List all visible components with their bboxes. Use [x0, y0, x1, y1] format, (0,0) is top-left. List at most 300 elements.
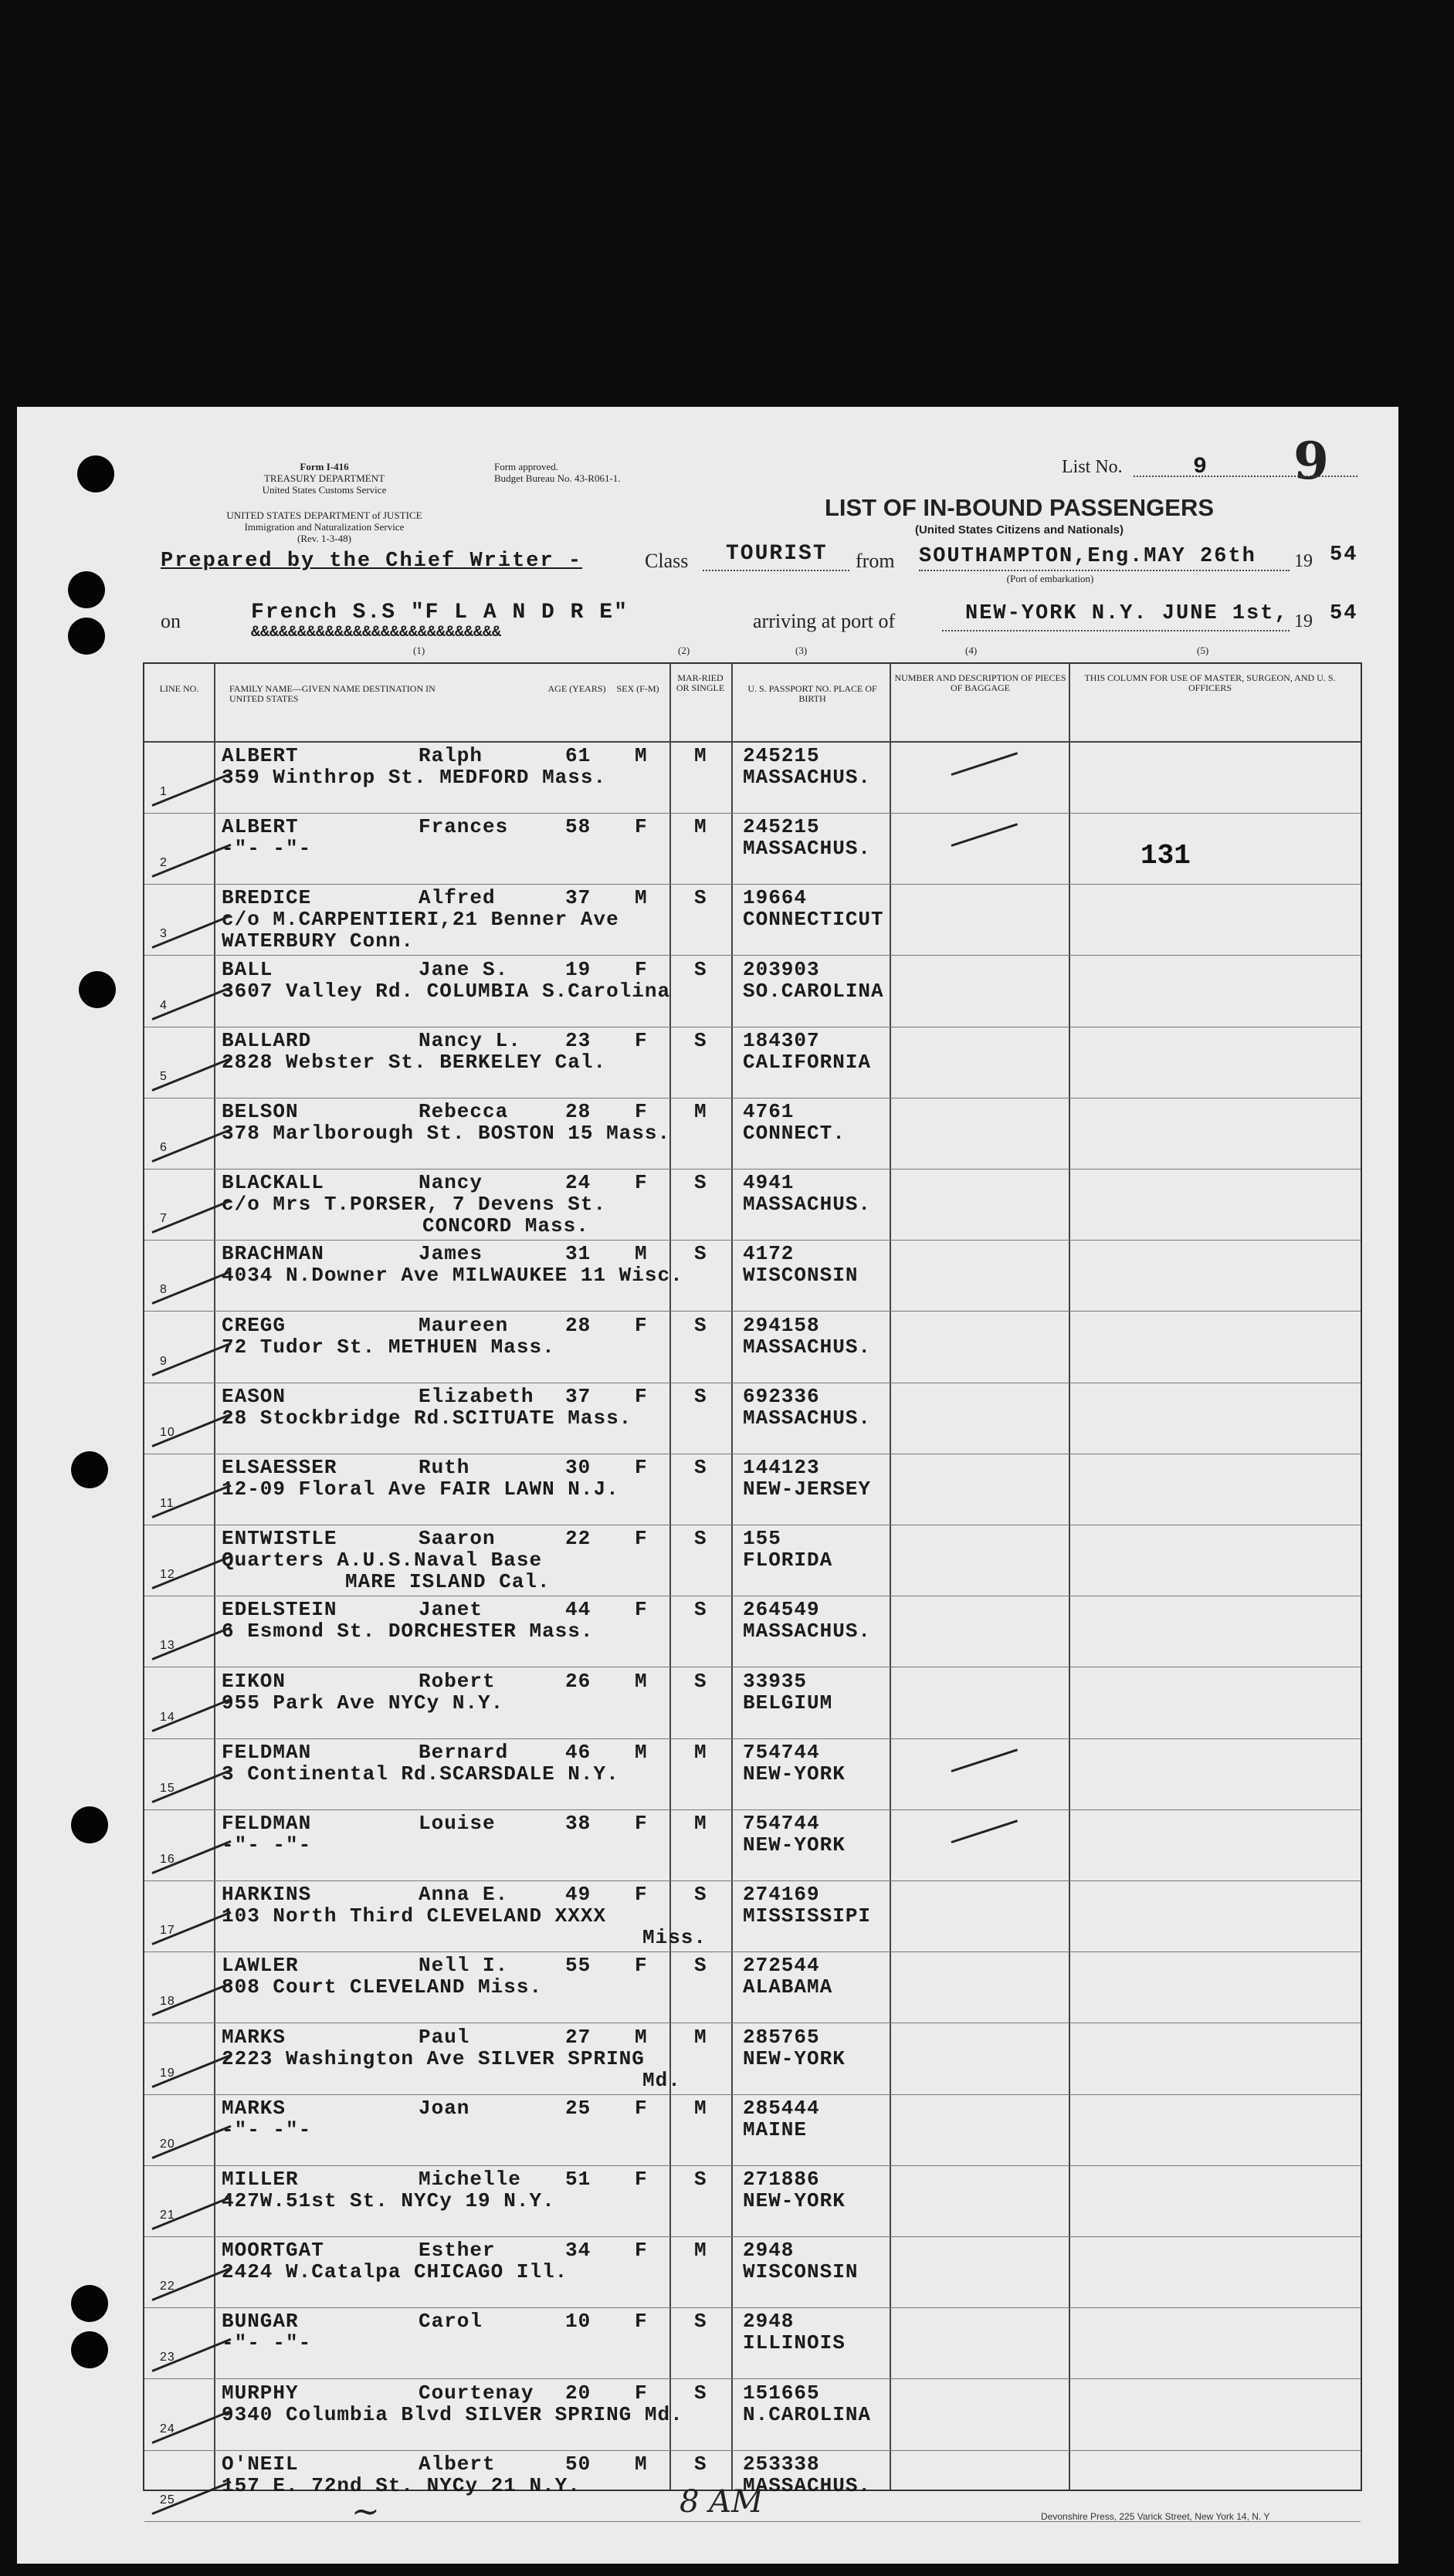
- col-header-married: MAR-RIED OR SINGLE: [676, 672, 725, 693]
- time-note: 8 AM: [680, 2484, 764, 2520]
- approval-block: [494, 461, 680, 484]
- address-line: 157 E. 72nd St. NYCy 21 N.Y.: [222, 2473, 581, 2497]
- given-name: Anna E.: [419, 1883, 509, 1907]
- col-header-line-no: LINE NO.: [159, 683, 199, 694]
- marital-status: S: [694, 2168, 707, 2191]
- family-name: HARKINS: [222, 1883, 312, 1907]
- table-row: [144, 743, 1361, 814]
- address-line: c/o M.CARPENTIERI,21 Benner Ave: [222, 908, 619, 932]
- printer-footer: Devonshire Press, 225 Varick Street, New York 14, N. Y: [1041, 2511, 1270, 2522]
- place-of-birth: FLORIDA: [743, 1549, 833, 1572]
- year-1: 54: [1330, 543, 1358, 567]
- list-no-handwritten: 9: [1293, 431, 1329, 491]
- given-name: Rebecca: [419, 1100, 509, 1123]
- place-of-birth: WISCONSIN: [743, 2260, 859, 2284]
- marital-status: M: [694, 2239, 707, 2263]
- marital-status: S: [694, 1456, 707, 1479]
- sex-value: M: [635, 744, 648, 767]
- sex-value: F: [635, 2310, 648, 2334]
- sex-value: F: [635, 1028, 648, 1052]
- line-number: 12: [160, 1568, 175, 1582]
- class-label: Class: [645, 550, 689, 572]
- passport-number: 245215: [743, 744, 820, 767]
- col-num-4: (4): [965, 645, 978, 656]
- marital-status: S: [694, 1598, 707, 1622]
- line-number: 6: [160, 1141, 168, 1154]
- passport-number: 285444: [743, 2096, 820, 2120]
- given-name: Ruth: [419, 1456, 470, 1479]
- place-of-birth: ILLINOIS: [743, 2331, 846, 2355]
- punch-hole: [79, 971, 116, 1008]
- place-of-birth: N.CAROLINA: [743, 2402, 872, 2426]
- age-value: 25: [565, 2096, 591, 2120]
- sex-value: M: [635, 1669, 648, 1693]
- address-line: 3607 Valley Rd. COLUMBIA S.Carolina: [222, 979, 671, 1003]
- place-of-birth: NEW-YORK: [743, 1833, 846, 1857]
- address-line: 3 Continental Rd.SCARSDALE N.Y.: [222, 1762, 619, 1786]
- family-name: MILLER: [222, 2168, 299, 2191]
- place-of-birth: NEW-JERSEY: [743, 1478, 872, 1501]
- given-name: Albert: [419, 2452, 496, 2476]
- marital-status: S: [694, 1313, 707, 1337]
- table-row: [144, 1241, 1361, 1312]
- line-number: 23: [160, 2351, 175, 2364]
- family-name: BALLARD: [222, 1028, 312, 1052]
- place-of-birth: MASSACHUS.: [743, 1193, 872, 1217]
- given-name: Jane S.: [419, 957, 509, 981]
- list-no-label: List No.: [1062, 457, 1123, 477]
- given-name: Paul: [419, 2025, 470, 2049]
- age-value: 50: [565, 2452, 591, 2476]
- place-of-birth: NEW-YORK: [743, 2189, 846, 2212]
- address-line-2: MARE ISLAND Cal.: [345, 1570, 551, 1594]
- passport-number: 754744: [743, 1812, 820, 1835]
- place-of-birth: MASSACHUS.: [743, 2473, 872, 2497]
- arriving-rule: [942, 630, 1290, 631]
- address-line: -"- -"-: [222, 2331, 312, 2355]
- treasury-label: TREASURY DEPARTMENT: [263, 472, 385, 484]
- sex-value: F: [635, 1100, 648, 1123]
- given-name: Ralph: [419, 744, 483, 767]
- family-name: BLACKALL: [222, 1171, 324, 1195]
- line-number: 22: [160, 2280, 175, 2293]
- line-number: 15: [160, 1781, 175, 1795]
- place-of-birth: NEW-YORK: [743, 2046, 846, 2070]
- marital-status: M: [694, 2025, 707, 2049]
- on-label: on: [161, 610, 181, 632]
- line-number: 25: [160, 2493, 175, 2507]
- table-row: [144, 1454, 1361, 1525]
- family-name: FELDMAN: [222, 1740, 312, 1764]
- year-2: 54: [1330, 602, 1358, 625]
- family-name: ENTWISTLE: [222, 1527, 337, 1551]
- passport-number: 245215: [743, 815, 820, 839]
- passport-number: 754744: [743, 1740, 820, 1764]
- marital-status: M: [694, 1740, 707, 1764]
- age-value: 30: [565, 1456, 591, 1479]
- given-name: Janet: [419, 1598, 483, 1622]
- given-name: Robert: [419, 1669, 496, 1693]
- family-name: CREGG: [222, 1313, 286, 1337]
- given-name: Saaron: [419, 1527, 496, 1551]
- given-name: Nell I.: [419, 1954, 509, 1978]
- line-number: 8: [160, 1283, 168, 1297]
- col-header-sex: SEX (F-M): [616, 683, 659, 694]
- age-value: 38: [565, 1812, 591, 1835]
- table-row: [144, 1668, 1361, 1739]
- address-line: 2223 Washington Ave SILVER SPRING: [222, 2046, 645, 2070]
- punch-hole: [71, 1806, 108, 1843]
- family-name: MOORTGAT: [222, 2239, 324, 2263]
- passport-number: 203903: [743, 957, 820, 981]
- age-value: 46: [565, 1740, 591, 1764]
- marital-status: S: [694, 957, 707, 981]
- class-value: TOURIST: [726, 542, 828, 566]
- place-of-birth: MASSACHUS.: [743, 1406, 872, 1430]
- family-name: BRACHMAN: [222, 1242, 324, 1266]
- age-value: 28: [565, 1313, 591, 1337]
- table-row: [144, 1952, 1361, 2023]
- address-line: 28 Stockbridge Rd.SCITUATE Mass.: [222, 1406, 632, 1430]
- sex-value: F: [635, 1883, 648, 1907]
- form-block: [216, 461, 432, 496]
- sex-value: F: [635, 1171, 648, 1195]
- place-of-birth: CALIFORNIA: [743, 1050, 872, 1074]
- family-name: MURPHY: [222, 2381, 299, 2405]
- col-header-age: AGE (YEARS): [547, 683, 606, 694]
- family-name: MARKS: [222, 2096, 286, 2120]
- address-line: 12-09 Floral Ave FAIR LAWN N.J.: [222, 1478, 619, 1501]
- address-line: 808 Court CLEVELAND Miss.: [222, 1975, 543, 1999]
- place-of-birth: CONNECTICUT: [743, 908, 884, 932]
- punch-hole: [68, 571, 105, 608]
- place-of-birth: MASSACHUS.: [743, 1335, 872, 1359]
- justice-label: UNITED STATES DEPARTMENT of JUSTICE: [226, 509, 422, 521]
- sex-value: F: [635, 1456, 648, 1479]
- passport-number: 33935: [743, 1669, 808, 1693]
- place-of-birth: MASSACHUS.: [743, 766, 872, 789]
- address-line: 427W.51st St. NYCy 19 N.Y.: [222, 2189, 555, 2212]
- marital-status: M: [694, 815, 707, 839]
- address-line-2: Md.: [642, 2068, 681, 2092]
- age-value: 20: [565, 2381, 591, 2405]
- address-line: 2828 Webster St. BERKELEY Cal.: [222, 1050, 607, 1074]
- family-name: LAWLER: [222, 1954, 299, 1978]
- year-prefix-2: 19: [1294, 611, 1313, 631]
- age-value: 37: [565, 886, 591, 910]
- table-row: [144, 2166, 1361, 2237]
- family-name: EDELSTEIN: [222, 1598, 337, 1622]
- line-number: 14: [160, 1710, 175, 1724]
- arriving-label: arriving at port of: [753, 610, 896, 632]
- passport-number: 184307: [743, 1028, 820, 1052]
- table-row: [144, 2380, 1361, 2451]
- line-number: 20: [160, 2137, 175, 2151]
- line-number: 4: [160, 998, 168, 1012]
- given-name: Nancy: [419, 1171, 483, 1195]
- line-number: 18: [160, 1995, 175, 2009]
- place-of-birth: ALABAMA: [743, 1975, 833, 1999]
- given-name: Elizabeth: [419, 1384, 534, 1408]
- from-label: from: [856, 550, 895, 572]
- family-name: ELSAESSER: [222, 1456, 337, 1479]
- place-of-birth: MASSACHUS.: [743, 837, 872, 861]
- given-name: James: [419, 1242, 483, 1266]
- sex-value: F: [635, 2096, 648, 2120]
- budget-bureau: Budget Bureau No. 43-R061-1.: [494, 472, 621, 484]
- marital-status: M: [694, 1812, 707, 1835]
- col-header-baggage: NUMBER AND DESCRIPTION OF PIECES OF BAGGAGE: [894, 672, 1066, 693]
- family-name: MARKS: [222, 2025, 286, 2049]
- punch-hole: [71, 2331, 108, 2368]
- passport-number: 4172: [743, 1242, 795, 1266]
- age-value: 51: [565, 2168, 591, 2191]
- class-rule: [703, 570, 849, 571]
- address-line: -"- -"-: [222, 1833, 312, 1857]
- place-of-birth: WISCONSIN: [743, 1264, 859, 1288]
- ins-label: Immigration and Naturalization Service: [244, 521, 405, 533]
- age-value: 61: [565, 744, 591, 767]
- customs-label: United States Customs Service: [262, 484, 387, 496]
- address-line: 359 Winthrop St. MEDFORD Mass.: [222, 766, 607, 789]
- col-header-passport: U. S. PASSPORT NO. PLACE OF BIRTH: [747, 683, 877, 704]
- passport-number: 692336: [743, 1384, 820, 1408]
- age-value: 26: [565, 1669, 591, 1693]
- marital-status: S: [694, 1954, 707, 1978]
- table-row: [144, 1312, 1361, 1383]
- list-no-rule: [1134, 476, 1357, 477]
- marital-status: S: [694, 1669, 707, 1693]
- address-line-2: CONCORD Mass.: [422, 1214, 589, 1238]
- passport-number: 155: [743, 1527, 781, 1551]
- given-name: Michelle: [419, 2168, 521, 2191]
- address-line: 103 North Third CLEVELAND XXXX: [222, 1904, 607, 1928]
- list-no-value: 9: [1193, 454, 1209, 480]
- col-header-name: FAMILY NAME—GIVEN NAME DESTINATION IN UNITED STATES: [229, 683, 436, 704]
- line-number: 24: [160, 2422, 175, 2436]
- table-row: [144, 1383, 1361, 1454]
- family-name: ALBERT: [222, 815, 299, 839]
- sex-value: F: [635, 2381, 648, 2405]
- sex-value: M: [635, 1242, 648, 1266]
- address-line: Quarters A.U.S.Naval Base: [222, 1549, 543, 1572]
- line-number: 17: [160, 1924, 175, 1938]
- from-value: SOUTHAMPTON,Eng.MAY 26th: [919, 545, 1256, 568]
- age-value: 58: [565, 815, 591, 839]
- punch-hole: [77, 455, 114, 493]
- family-name: BREDICE: [222, 886, 312, 910]
- address-line: -"- -"-: [222, 837, 312, 861]
- sex-value: F: [635, 1954, 648, 1978]
- age-value: 19: [565, 957, 591, 981]
- age-value: 24: [565, 1171, 591, 1195]
- given-name: Bernard: [419, 1740, 509, 1764]
- officer-note: 131: [1140, 840, 1191, 872]
- sex-value: F: [635, 1384, 648, 1408]
- passport-number: 274169: [743, 1883, 820, 1907]
- ship-name: French S.S "F L A N D R E": [251, 601, 629, 625]
- table-row: [144, 1525, 1361, 1596]
- from-rule: [919, 570, 1290, 571]
- table-row: [144, 2237, 1361, 2308]
- age-value: 34: [565, 2239, 591, 2263]
- sex-value: F: [635, 1812, 648, 1835]
- address-line: 378 Marlborough St. BOSTON 15 Mass.: [222, 1122, 671, 1145]
- passport-number: 272544: [743, 1954, 820, 1978]
- given-name: Nancy L.: [419, 1028, 521, 1052]
- marital-status: S: [694, 2310, 707, 2334]
- passport-number: 2948: [743, 2310, 795, 2334]
- form-approved: Form approved.: [494, 461, 559, 472]
- line-number: 7: [160, 1212, 168, 1226]
- sex-value: M: [635, 1740, 648, 1764]
- year-prefix-1: 19: [1294, 551, 1313, 571]
- sex-value: F: [635, 1527, 648, 1551]
- table-row: [144, 1596, 1361, 1667]
- marital-status: S: [694, 2381, 707, 2405]
- sex-value: F: [635, 2168, 648, 2191]
- sex-value: F: [635, 957, 648, 981]
- given-name: Alfred: [419, 886, 496, 910]
- line-number: 2: [160, 856, 168, 870]
- table-row: [144, 1881, 1361, 1952]
- signature-scrawl: ~: [351, 2492, 380, 2531]
- col-num-2: (2): [678, 645, 690, 656]
- place-of-birth: MAINE: [743, 2117, 808, 2141]
- justice-block: [154, 509, 494, 544]
- age-value: 28: [565, 1100, 591, 1123]
- sex-value: F: [635, 1598, 648, 1622]
- given-name: Frances: [419, 815, 509, 839]
- table-row: [144, 2024, 1361, 2095]
- sex-value: F: [635, 1313, 648, 1337]
- form-number: Form I-416: [300, 461, 349, 472]
- table-row: [144, 1739, 1361, 1810]
- given-name: Esther: [419, 2239, 496, 2263]
- passport-number: 271886: [743, 2168, 820, 2191]
- table-row: [144, 1170, 1361, 1241]
- address-line: 6 Esmond St. DORCHESTER Mass.: [222, 1620, 594, 1643]
- address-line: 72 Tudor St. METHUEN Mass.: [222, 1335, 555, 1359]
- marital-status: S: [694, 1527, 707, 1551]
- family-name: FELDMAN: [222, 1812, 312, 1835]
- marital-status: S: [694, 1384, 707, 1408]
- passport-number: 285765: [743, 2025, 820, 2049]
- place-of-birth: NEW-YORK: [743, 1762, 846, 1786]
- passport-number: 4941: [743, 1171, 795, 1195]
- place-of-birth: CONNECT.: [743, 1122, 846, 1145]
- passport-number: 253338: [743, 2452, 820, 2476]
- revision-label: (Rev. 1-3-48): [297, 533, 351, 544]
- col-num-1: (1): [413, 645, 425, 656]
- address-line: -"- -"-: [222, 2117, 312, 2141]
- age-value: 37: [565, 1384, 591, 1408]
- family-name: BELSON: [222, 1100, 299, 1123]
- ship-underline: &&&&&&&&&&&&&&&&&&&&&&&&&&&: [251, 624, 502, 641]
- col-header-officers: THIS COLUMN FOR USE OF MASTER, SURGEON, AND U. S. OFFICERS: [1084, 672, 1336, 693]
- table-row: [144, 2095, 1361, 2166]
- table-row: [144, 1027, 1361, 1098]
- address-line: 955 Park Ave NYCy N.Y.: [222, 1691, 504, 1715]
- sex-value: F: [635, 2239, 648, 2263]
- age-value: 49: [565, 1883, 591, 1907]
- address-line: 2424 W.Catalpa CHICAGO Ill.: [222, 2260, 568, 2284]
- family-name: EIKON: [222, 1669, 286, 1693]
- sex-value: M: [635, 2452, 648, 2476]
- passport-number: 264549: [743, 1598, 820, 1622]
- marital-status: S: [694, 1242, 707, 1266]
- line-number: 3: [160, 927, 168, 941]
- table-row: [144, 885, 1361, 956]
- place-of-birth: MISSISSIPI: [743, 1904, 872, 1928]
- line-number: 19: [160, 2066, 175, 2080]
- marital-status: S: [694, 2452, 707, 2476]
- age-value: 10: [565, 2310, 591, 2334]
- table-row: [144, 1810, 1361, 1881]
- given-name: Louise: [419, 1812, 496, 1835]
- punch-hole: [68, 618, 105, 655]
- age-value: 22: [565, 1527, 591, 1551]
- page-subtitle: (United States Citizens and Nationals): [914, 523, 1124, 537]
- passport-number: 19664: [743, 886, 808, 910]
- marital-status: S: [694, 1171, 707, 1195]
- marital-status: M: [694, 744, 707, 767]
- marital-status: M: [694, 1100, 707, 1123]
- line-number: 11: [160, 1497, 175, 1510]
- family-name: O'NEIL: [222, 2452, 299, 2476]
- address-line-2: Miss.: [642, 1926, 707, 1950]
- sex-value: M: [635, 886, 648, 910]
- passport-number: 4761: [743, 1100, 795, 1123]
- marital-status: M: [694, 2096, 707, 2120]
- age-value: 23: [565, 1028, 591, 1052]
- passport-number: 294158: [743, 1313, 820, 1337]
- age-value: 44: [565, 1598, 591, 1622]
- punch-hole: [71, 1451, 108, 1488]
- prepared-by: Prepared by the Chief Writer -: [161, 550, 583, 573]
- address-line-2: WATERBURY Conn.: [222, 929, 415, 953]
- address-line: c/o Mrs T.PORSER, 7 Devens St.: [222, 1193, 607, 1217]
- marital-status: S: [694, 1028, 707, 1052]
- given-name: Joan: [419, 2096, 470, 2120]
- passport-number: 2948: [743, 2239, 795, 2263]
- marital-status: S: [694, 1883, 707, 1907]
- place-of-birth: BELGIUM: [743, 1691, 833, 1715]
- sex-value: M: [635, 2025, 648, 2049]
- place-of-birth: SO.CAROLINA: [743, 979, 884, 1003]
- family-name: EASON: [222, 1384, 286, 1408]
- age-value: 27: [565, 2025, 591, 2049]
- line-number: 5: [160, 1069, 168, 1083]
- table-row: [144, 1098, 1361, 1170]
- line-number: 21: [160, 2209, 175, 2222]
- port-embark-label: (Port of embarkation): [1006, 573, 1094, 584]
- line-number: 10: [160, 1425, 175, 1439]
- line-number: 16: [160, 1853, 175, 1866]
- line-number: 9: [160, 1354, 168, 1368]
- line-number: 13: [160, 1639, 175, 1653]
- given-name: Maureen: [419, 1313, 509, 1337]
- punch-hole: [71, 2285, 108, 2322]
- family-name: BALL: [222, 957, 273, 981]
- address-line: 4034 N.Downer Ave MILWAUKEE 11 Wisc.: [222, 1264, 683, 1288]
- age-value: 31: [565, 1242, 591, 1266]
- col-num-5: (5): [1197, 645, 1209, 656]
- table-row: [144, 2308, 1361, 2379]
- age-value: 55: [565, 1954, 591, 1978]
- col-num-3: (3): [795, 645, 808, 656]
- page-title: LIST OF IN-BOUND PASSENGERS: [824, 494, 1215, 521]
